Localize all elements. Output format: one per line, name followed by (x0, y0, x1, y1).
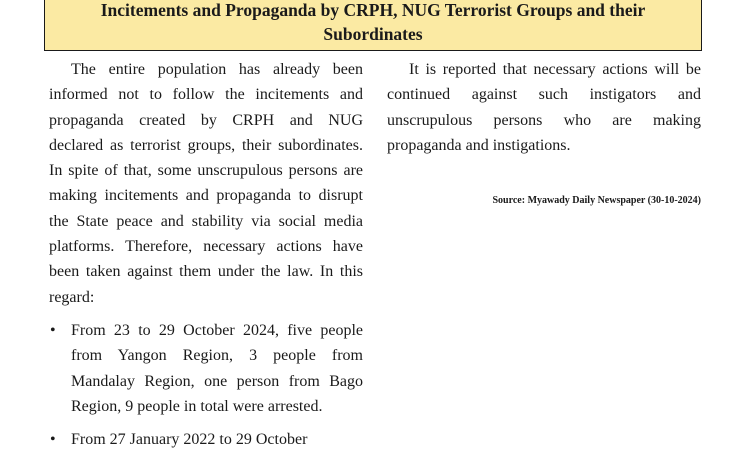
headline-banner (44, 0, 702, 51)
list-item-text: From 23 to 29 October 2024, five people from Yangon Region, 3 people from Mandalay Region, one person from Bago Region, 9 people in total were arrested. (71, 321, 363, 415)
headline-line-2: Subordinates (323, 24, 423, 44)
headline-line-1: Incitements and Propaganda by CRPH, NUG Terrorist Groups and their (100, 0, 646, 20)
list-item-text: From 27 January 2022 to 29 October (71, 431, 308, 449)
source-citation: Source: Myawady Daily Newspaper (30-10-2024) (492, 195, 701, 206)
list-item (49, 318, 363, 419)
list-item (49, 427, 363, 452)
bullet-icon: • (50, 321, 56, 339)
intro-paragraph: The entire population has already been informed not to follow the incitements and propaganda created by CRPH and NUG declared as terrorist groups, their subordinates. In spite of that, some unscrupulous persons are making incitements and propaganda to disrupt the State peace and stability via social media platforms. Therefore, necessary actions have been taken against them under the law. In this regard: (49, 61, 363, 306)
left-column (49, 57, 363, 452)
right-column (387, 57, 701, 158)
closing-paragraph: It is reported that necessary actions will be continued against such instigators and unscrupulous persons who are making propaganda and instigations. (387, 61, 701, 154)
arrest-list (49, 318, 363, 452)
bullet-icon: • (50, 431, 56, 449)
